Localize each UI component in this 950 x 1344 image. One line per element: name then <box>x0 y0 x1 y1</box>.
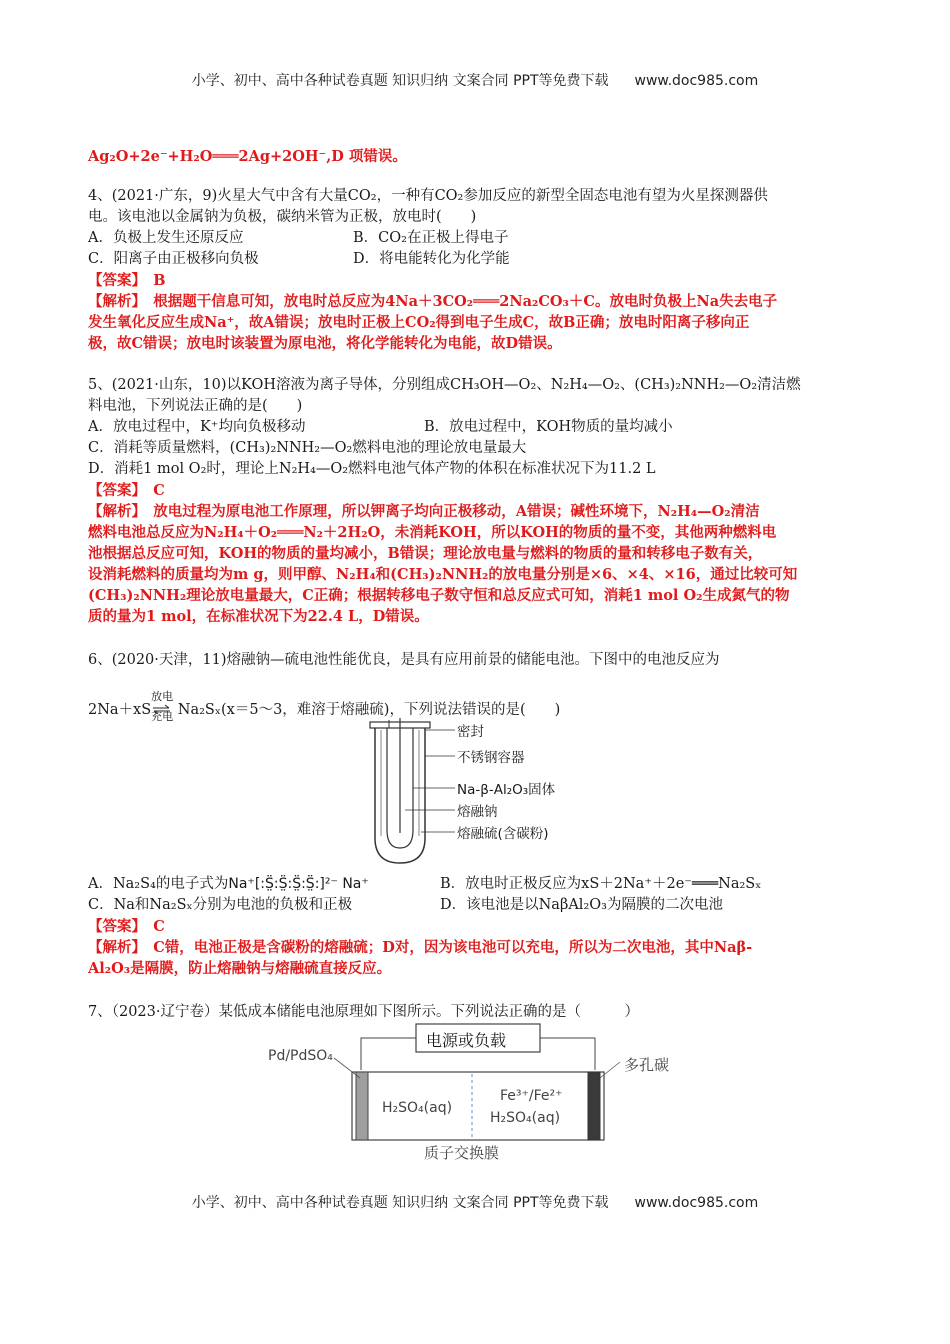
q4-analysis-line: 发生氧化反应生成Na⁺，故A错误；放电时正极上CO₂得到电子生成C，故B正确；放电时阳离子移向正 <box>88 314 750 331</box>
q5-analysis-line: (CH₃)₂NNH₂理论放电量最大，C正确；根据转移电子数守恒和总反应式可知，消耗1 mol O₂生成氮气的物 <box>88 587 790 604</box>
q5-analysis-line: 质的量为1 mol，在标准状况下为22.4 L，D错误。 <box>88 608 429 625</box>
question-7 <box>88 1002 878 1023</box>
q5-analysis-line: 燃料电池总反应为N₂H₄＋O₂═══N₂＋2H₂O，未消耗KOH，所以KOH的物质的量不变，其他两种燃料电 <box>88 524 777 541</box>
q6-answer: 【答案】 C <box>88 918 165 935</box>
q4-analysis-line: 极，故C错误；放电时该装置为原电池，将化学能转化为电能，故D错误。 <box>88 335 562 352</box>
left-solution-label: H₂SO₄(aq) <box>382 1100 453 1116</box>
prev-tail-text: Ag₂O+2e⁻+H₂O═══2Ag+2OH⁻,D 项错误。 <box>88 148 407 165</box>
footer-text: 小学、初中、高中各种试卷真题 知识归纳 文案合同 PPT等免费下载 <box>191 1195 609 1211</box>
eq-charge-label: 充电 <box>151 710 174 723</box>
q5-stem-line2: 料电池，下列说法正确的是( ) <box>88 398 303 414</box>
right-ions-label: Fe³⁺/Fe²⁺ <box>500 1088 563 1104</box>
question-6-options <box>88 874 878 979</box>
q5-option-b: B．放电过程中，KOH物质的量均减小 <box>424 419 673 435</box>
header-text: 小学、初中、高中各种试卷真题 知识归纳 文案合同 PPT等免费下载 <box>191 73 609 89</box>
header-url[interactable]: www.doc985.com <box>634 73 759 89</box>
left-electrode-label: Pd/PdSO₄ <box>268 1048 333 1064</box>
q5-option-d: D．消耗1 mol O₂时，理论上N₂H₄—O₂燃料电池气体产物的体积在标准状况下为11.2 L <box>88 461 656 477</box>
q4-option-a: A．负极上发生还原反应 <box>88 230 244 246</box>
footer-url[interactable]: www.doc985.com <box>634 1195 759 1211</box>
prev-answer-tail <box>88 146 878 167</box>
q6-analysis-line: 【解析】 C错，电池正极是含碳粉的熔融硫；D对，因为该电池可以充电，所以为二次电池，其中Naβ- <box>88 939 753 956</box>
q6-option-b: B．放电时正极反应为xS＋2Na⁺＋2e⁻═══Na₂Sₓ <box>440 876 762 892</box>
label-seal: 密封 <box>457 724 484 740</box>
label-beta-alumina: Na-β-Al₂O₃固体 <box>457 782 556 798</box>
na-s-battery-figure <box>365 718 605 868</box>
page-header <box>0 70 950 90</box>
q6-eq-left: 2Na＋xS <box>88 702 152 718</box>
label-molten-sodium: 熔融钠 <box>457 804 498 820</box>
reversible-arrow <box>151 690 174 723</box>
q4-option-c: C．阳离子由正极移向负极 <box>88 251 259 267</box>
q5-option-c: C．消耗等质量燃料，(CH₃)₂NNH₂—O₂燃料电池的理论放电量最大 <box>88 440 527 456</box>
q5-analysis-line: 池根据总反应可知，KOH的物质的量均减小，B错误；理论放电量与燃料的物质的量和转移电子数有关， <box>88 545 763 562</box>
question-5 <box>88 375 878 627</box>
q6-option-a-prefix: A．Na₂S₄的电子式为 <box>88 876 229 892</box>
q5-stem-line1: 5、(2021·山东，10)以KOH溶液为离子导体，分别组成CH₃OH—O₂、N₂H₄—O₂、(CH₃)₂NNH₂—O₂清洁燃 <box>88 377 801 393</box>
storage-battery-figure <box>268 1022 688 1167</box>
page-footer <box>0 1192 950 1212</box>
q4-stem-line2: 电。该电池以金属钠为负极，碳纳米管为正极，放电时( ) <box>88 209 477 225</box>
electron-formula: Na⁺[:S̤̈:S̤̈:S̤̈:S̤̈:]²⁻ Na⁺ <box>228 876 369 892</box>
right-electrode-label: 多孔碳 <box>624 1056 670 1074</box>
q5-analysis-line: 【解析】 放电过程为原电池工作原理，所以钾离子均向正极移动，A错误；碱性环境下，N₂H₄—O₂清洁 <box>88 503 760 520</box>
question-6 <box>88 650 878 671</box>
q5-answer: 【答案】 C <box>88 482 165 499</box>
q4-answer: 【答案】 B <box>88 272 166 289</box>
membrane-label: 质子交换膜 <box>424 1144 500 1162</box>
label-steel-container: 不锈钢容器 <box>457 750 525 766</box>
q6-analysis-line: Al₂O₃是隔膜，防止熔融钠与熔融硫直接反应。 <box>88 960 392 977</box>
label-molten-sulfur: 熔融硫(含碳粉) <box>457 826 549 842</box>
question-4 <box>88 186 878 354</box>
q6-option-c: C．Na和Na₂Sₓ分别为电池的负极和正极 <box>88 897 353 913</box>
q6-option-d: D．该电池是以NaβAl₂O₃为隔膜的二次电池 <box>440 897 723 913</box>
q4-analysis-line: 【解析】 根据题干信息可知，放电时总反应为4Na＋3CO₂═══2Na₂CO₃＋C。放电时负极上Na失去电子 <box>88 293 778 310</box>
q6-stem-line1: 6、(2020·天津，11)熔融钠—硫电池性能优良，是具有应用前景的储能电池。下图中的电池反应为 <box>88 652 720 668</box>
q6-eq-right: Na₂Sₓ(x＝5～3，难溶于熔融硫)，下列说法错误的是( ) <box>177 702 561 718</box>
right-solution-label: H₂SO₄(aq) <box>490 1110 561 1126</box>
q4-stem-line1: 4、(2021·广东，9)火星大气中含有大量CO₂，一种有CO₂参加反应的新型全固态电池有望为火星探测器供 <box>88 188 768 204</box>
eq-discharge-label: 放电 <box>151 690 174 703</box>
power-or-load-label: 电源或负载 <box>426 1031 507 1050</box>
q7-stem: 7、（2023·辽宁卷）某低成本储能电池原理如下图所示。下列说法正确的是（ ） <box>88 1004 639 1020</box>
q5-analysis-line: 设消耗燃料的质量均为m g，则甲醇、N₂H₄和(CH₃)₂NNH₂的放电量分别是×6、×4、×16，通过比较可知 <box>88 566 798 583</box>
q4-option-b: B．CO₂在正极上得电子 <box>353 230 509 246</box>
q5-option-a: A．放电过程中，K⁺均向负极移动 <box>88 419 306 435</box>
q4-option-d: D．将电能转化为化学能 <box>353 251 510 267</box>
